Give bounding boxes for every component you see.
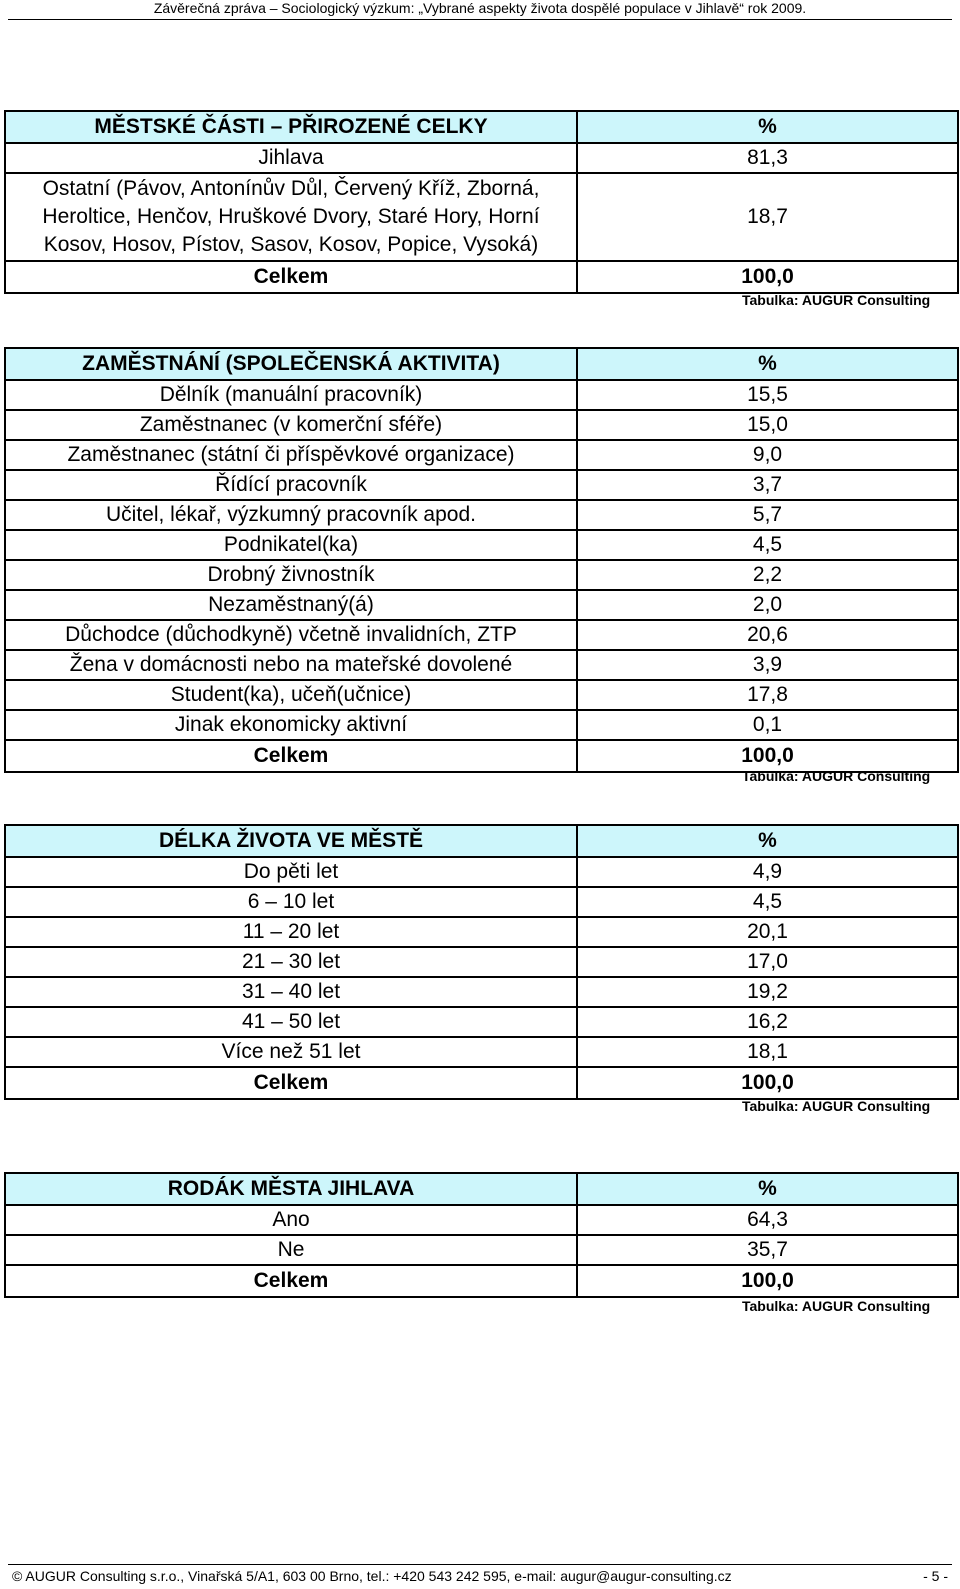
row-label: Důchodce (důchodkyně) včetně invalidních, ZTP [5, 620, 577, 650]
row-label: Podnikatel(ka) [5, 530, 577, 560]
row-value: 5,7 [577, 500, 958, 530]
row-label: Jinak ekonomicky aktivní [5, 710, 577, 740]
table-row [5, 1235, 958, 1265]
total-value: 100,0 [577, 261, 958, 293]
table-row [5, 977, 958, 1007]
row-label: Učitel, lékař, výzkumný pracovník apod. [5, 500, 577, 530]
row-value: 3,7 [577, 470, 958, 500]
table-header-row [5, 111, 958, 143]
row-value: 2,0 [577, 590, 958, 620]
row-value: 15,0 [577, 410, 958, 440]
total-label: Celkem [5, 740, 577, 772]
row-label: Drobný živnostník [5, 560, 577, 590]
page-number: - 5 - [923, 1568, 948, 1584]
footer-rule [8, 1564, 952, 1565]
row-label: Nezaměstnaný(á) [5, 590, 577, 620]
row-value: 19,2 [577, 977, 958, 1007]
table-row [5, 710, 958, 740]
row-label: Student(ka), učeň(učnice) [5, 680, 577, 710]
table-row [5, 1007, 958, 1037]
table-unit: % [577, 111, 958, 143]
row-label: 11 – 20 let [5, 917, 577, 947]
total-label: Celkem [5, 1265, 577, 1297]
row-label: 31 – 40 let [5, 977, 577, 1007]
table-row [5, 470, 958, 500]
table-row [5, 500, 958, 530]
table-heading: ZAMĚSTNÁNÍ (SPOLEČENSKÁ AKTIVITA) [5, 348, 577, 380]
table-row [5, 380, 958, 410]
row-value: 64,3 [577, 1205, 958, 1235]
row-value: 17,8 [577, 680, 958, 710]
header-rule [8, 19, 952, 20]
row-label: Do pěti let [5, 857, 577, 887]
table-row [5, 410, 958, 440]
table-row [5, 143, 958, 173]
total-label: Celkem [5, 1067, 577, 1099]
table-heading: MĚSTSKÉ ČÁSTI – PŘIROZENÉ CELKY [5, 111, 577, 143]
row-label: Zaměstnanec (v komerční sféře) [5, 410, 577, 440]
row-value: 9,0 [577, 440, 958, 470]
table-unit: % [577, 825, 958, 857]
table-header-row [5, 1173, 958, 1205]
total-value: 100,0 [577, 1067, 958, 1099]
table-unit: % [577, 1173, 958, 1205]
row-value: 17,0 [577, 947, 958, 977]
table-total-row [5, 1265, 958, 1297]
total-value: 100,0 [577, 740, 958, 772]
row-value: 0,1 [577, 710, 958, 740]
table-row [5, 857, 958, 887]
row-value: 16,2 [577, 1007, 958, 1037]
row-label: Více než 51 let [5, 1037, 577, 1067]
row-value: 15,5 [577, 380, 958, 410]
table-row [5, 620, 958, 650]
table-row [5, 947, 958, 977]
table-row [5, 173, 958, 261]
row-label: Žena v domácnosti nebo na mateřské dovolené [5, 650, 577, 680]
header-title: Závěrečná zpráva – Sociologický výzkum: „Vybrané aspekty života dospělé populace v Jihlavě“ rok 2009. [153, 0, 807, 16]
table-heading: RODÁK MĚSTA JIHLAVA [5, 1173, 577, 1205]
total-label: Celkem [5, 261, 577, 293]
table-row [5, 917, 958, 947]
footer-contact: © AUGUR Consulting s.r.o., Vinařská 5/A1, 603 00 Brno, tel.: +420 543 242 595, e-mail: augur@augur-consulting.cz [12, 1568, 732, 1584]
table-rodak [4, 1172, 959, 1298]
row-value: 4,9 [577, 857, 958, 887]
row-value: 20,6 [577, 620, 958, 650]
row-value: 18,7 [577, 173, 958, 261]
row-value: 20,1 [577, 917, 958, 947]
total-value: 100,0 [577, 1265, 958, 1297]
table-mestske-casti [4, 110, 959, 294]
row-label: Ano [5, 1205, 577, 1235]
table-row [5, 590, 958, 620]
table-heading: DÉLKA ŽIVOTA VE MĚSTĚ [5, 825, 577, 857]
table-credit: Tabulka: AUGUR Consulting [742, 1098, 931, 1114]
table-row [5, 887, 958, 917]
row-label: Jihlava [5, 143, 577, 173]
row-label: Zaměstnanec (státní či příspěvkové organizace) [5, 440, 577, 470]
table-row [5, 560, 958, 590]
row-value: 4,5 [577, 887, 958, 917]
table-credit: Tabulka: AUGUR Consulting [742, 292, 931, 308]
table-header-row [5, 348, 958, 380]
table-zamestnani [4, 347, 959, 773]
table-credit: Tabulka: AUGUR Consulting [742, 768, 931, 784]
table-row [5, 1205, 958, 1235]
table-row [5, 1037, 958, 1067]
table-total-row [5, 1067, 958, 1099]
table-row [5, 530, 958, 560]
row-label: 21 – 30 let [5, 947, 577, 977]
table-total-row [5, 261, 958, 293]
table-credit: Tabulka: AUGUR Consulting [742, 1298, 931, 1314]
table-delka-zivota [4, 824, 959, 1100]
table-row [5, 650, 958, 680]
row-label: Řídící pracovník [5, 470, 577, 500]
row-value: 81,3 [577, 143, 958, 173]
table-unit: % [577, 348, 958, 380]
table-row [5, 440, 958, 470]
row-value: 18,1 [577, 1037, 958, 1067]
row-value: 4,5 [577, 530, 958, 560]
row-value: 2,2 [577, 560, 958, 590]
row-value: 35,7 [577, 1235, 958, 1265]
row-label: Ostatní (Pávov, Antonínův Důl, Červený Kříž, Zborná, Heroltice, Henčov, Hruškové Dvory, Staré Hory, Horní Kosov, Hosov, Pístov, Sasov, Kosov, Popice, Vysoká) [5, 173, 577, 261]
table-row [5, 680, 958, 710]
row-label: Ne [5, 1235, 577, 1265]
table-header-row [5, 825, 958, 857]
row-value: 3,9 [577, 650, 958, 680]
row-label: 41 – 50 let [5, 1007, 577, 1037]
page-header [0, 0, 960, 16]
row-label: Dělník (manuální pracovník) [5, 380, 577, 410]
row-label: 6 – 10 let [5, 887, 577, 917]
